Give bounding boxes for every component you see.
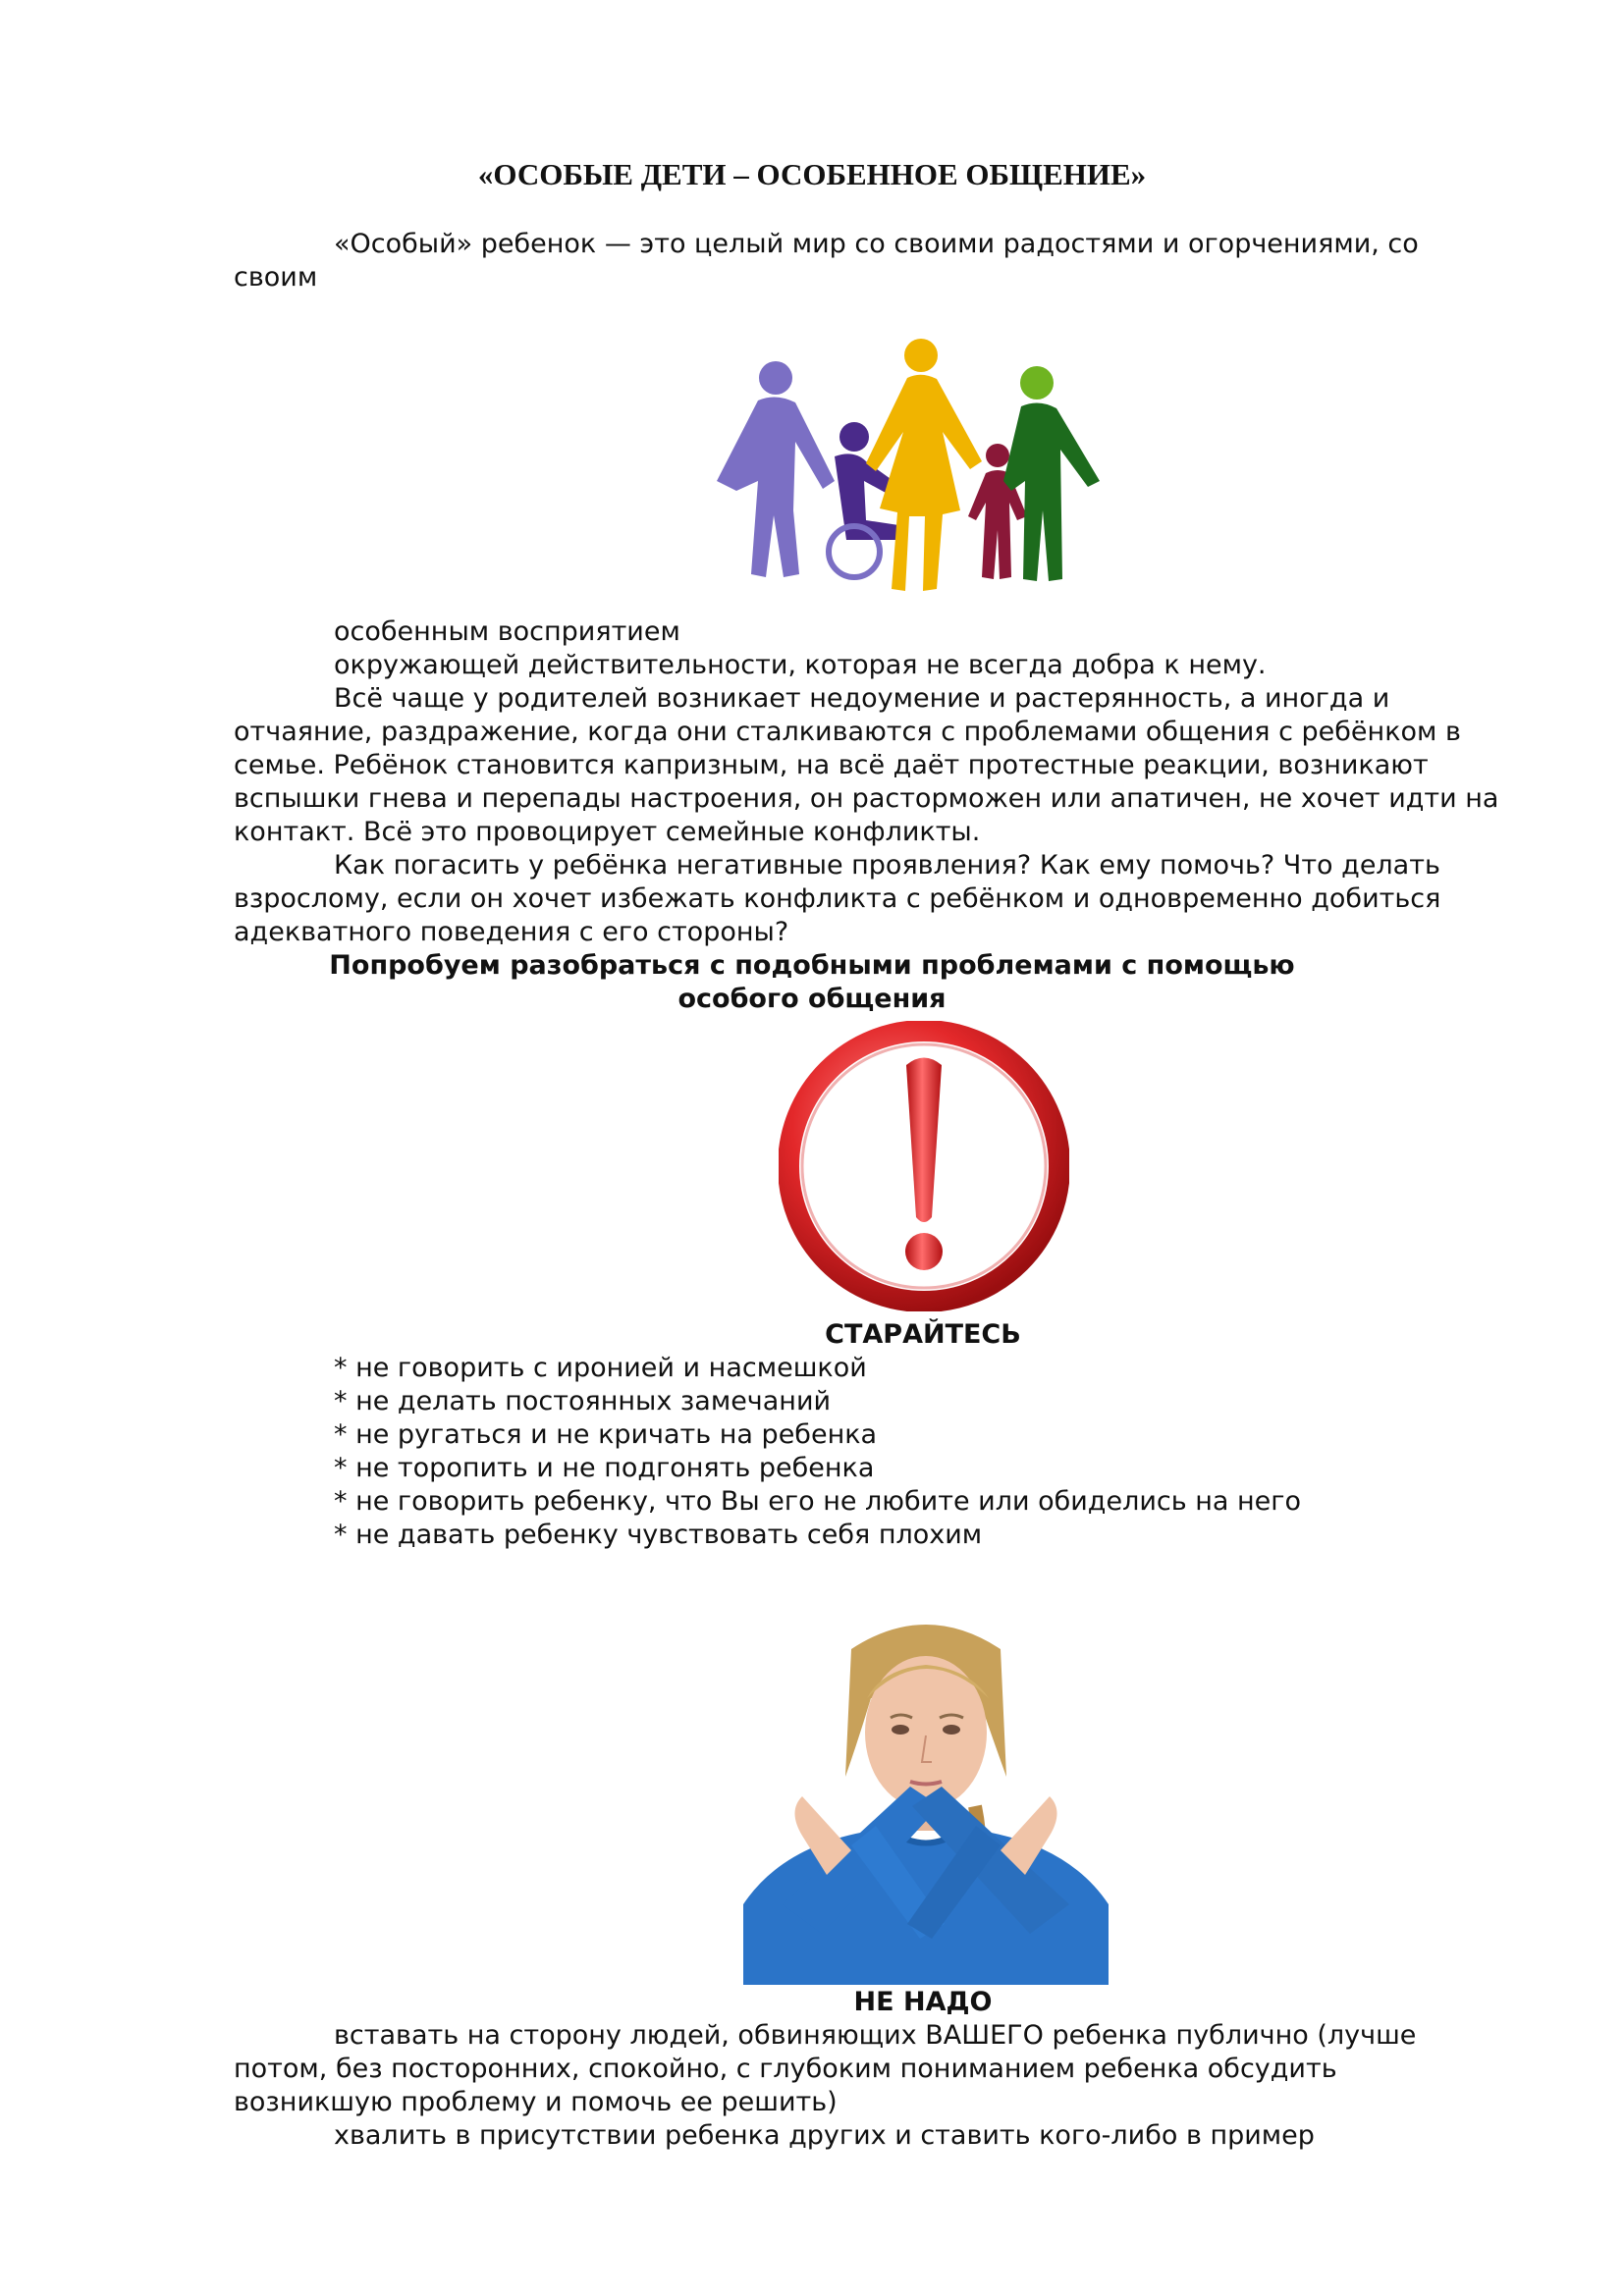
intro-line-4: окружающей действительности, которая не всегда добра к нему. (334, 650, 1267, 680)
intro-line-2: своим (234, 262, 318, 293)
blue-adult-figure (717, 361, 835, 577)
try-list-item: * не торопить и не подгонять ребенка (334, 1453, 875, 1483)
bold-heading-line-2: особого общения (677, 984, 947, 1014)
try-list-item: * не говорить ребенку, что Вы его не любите или обиделись на него (334, 1486, 1301, 1517)
dont-list-line: возникшую проблему и помочь ее решить) (234, 2087, 838, 2117)
green-adult-figure (1003, 366, 1100, 581)
paragraph-2-line: отчаяние, раздражение, когда они сталкиваются с проблемами общения с ребёнком в (234, 717, 1461, 747)
document-title: «ОСОБЫЕ ДЕТИ – ОСОБЕННОЕ ОБЩЕНИЕ» (477, 157, 1147, 191)
paragraph-3-line: адекватного поведения с его стороны? (234, 917, 789, 947)
family-figures-illustration (697, 334, 1119, 604)
dont-heading: НЕ НАДО (853, 1987, 993, 2017)
try-list-item: * не давать ребенку чувствовать себя плохим (334, 1520, 983, 1550)
intro-line-1: «Особый» ребенок — это целый мир со своими радостями и огорчениями, со (334, 229, 1419, 259)
paragraph-2-line: семье. Ребёнок становится капризным, на всё даёт протестные реакции, возникают (234, 750, 1429, 780)
dont-list-line: вставать на сторону людей, обвиняющих ВАШЕГО ребенка публично (лучше (334, 2020, 1417, 2051)
paragraph-2-line: Всё чаще у родителей возникает недоумение и растерянность, а иногда и (334, 683, 1390, 714)
paragraph-3-line: Как погасить у ребёнка негативные проявления? Как ему помочь? Что делать (334, 850, 1440, 881)
try-list-item: * не говорить с иронией и насмешкой (334, 1353, 867, 1383)
paragraph-3-line: взрослому, если он хочет избежать конфликта с ребёнком и одновременно добиться (234, 883, 1441, 914)
intro-line-3: особенным восприятием (334, 616, 680, 647)
yellow-adult-figure (866, 339, 982, 591)
bold-heading-line-1: Попробуем разобраться с подобными проблемами с помощью (329, 950, 1295, 981)
dont-list-line: хвалить в присутствии ребенка других и ставить кого-либо в пример (334, 2120, 1315, 2151)
woman-crossed-arms-photo (743, 1610, 1109, 1985)
paragraph-2-line: вспышки гнева и перепады настроения, он расторможен или апатичен, не хочет идти на (234, 783, 1499, 814)
try-heading: СТАРАЙТЕСЬ (825, 1319, 1021, 1350)
dont-list-line: потом, без посторонних, спокойно, с глубоким пониманием ребенка обсудить (234, 2054, 1337, 2084)
try-list-item: * не ругаться и не кричать на ребенка (334, 1419, 878, 1450)
try-list-item: * не делать постоянных замечаний (334, 1386, 832, 1416)
warning-exclamation-icon (779, 1021, 1069, 1311)
paragraph-2-line: контакт. Всё это провоцирует семейные конфликты. (234, 817, 981, 847)
